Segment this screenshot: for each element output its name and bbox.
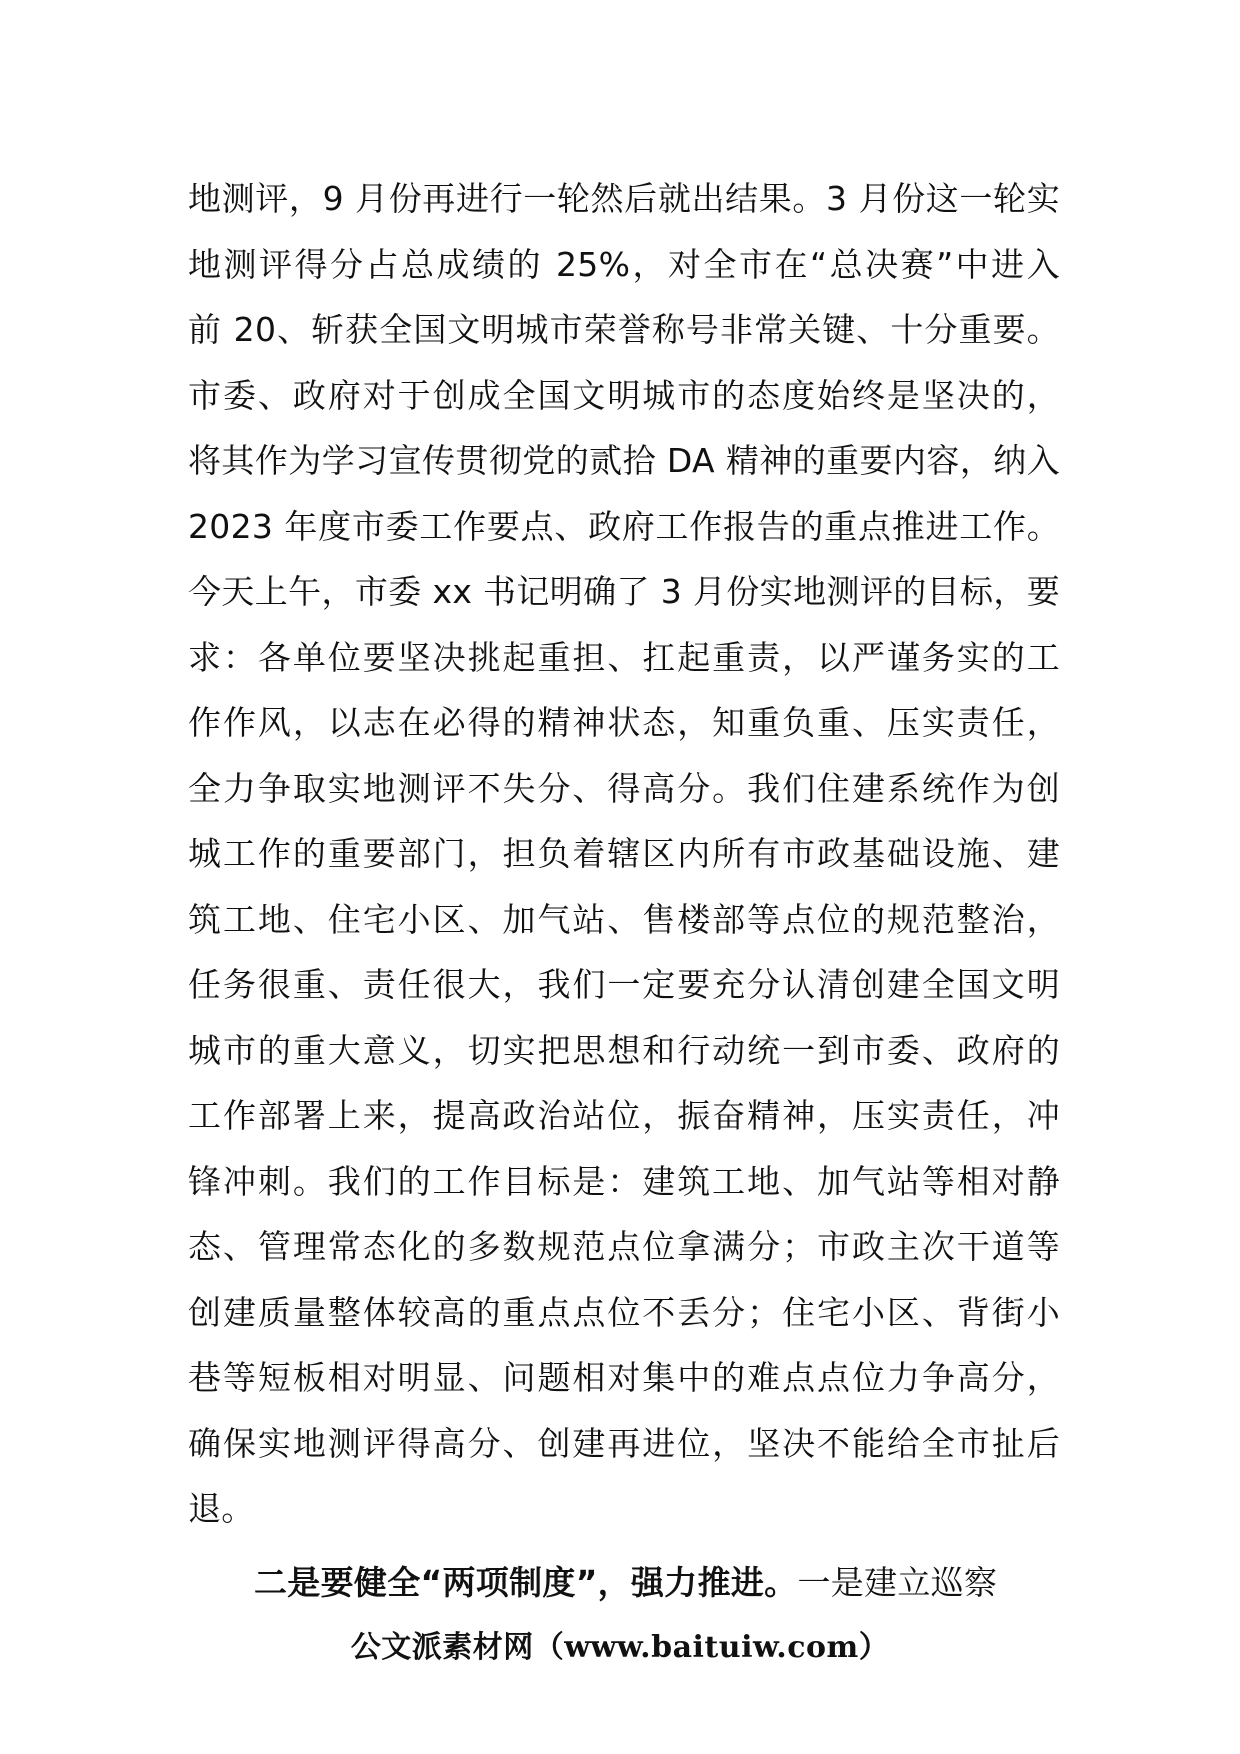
paragraph1-line-10: 全力争取实地测评不失分、得高分。我们住建系统作为创 [188,768,1060,808]
paragraph1-line-15: 工作部署上来，提高政治站位，振奋精神，压实责任，冲 [188,1096,1060,1135]
paragraph1-line-6: 2023 年度市委工作要点、政府工作报告的重点推进工作。 [188,506,1060,546]
paragraph2-text: 一是建立巡察 [797,1562,998,1602]
paragraph1-line-13: 任务很重、责任很大，我们一定要充分认清创建全国文明 [188,965,1060,1004]
paragraph1-line-16: 锋冲刺。我们的工作目标是：建筑工地、加气站等相对静 [188,1161,1060,1201]
paragraph1-line-17: 态、管理常态化的多数规范点位拿满分；市政主次干道等 [188,1227,1060,1266]
paragraph1-line-14: 城市的重大意义，切实把思想和行动统一到市委、政府的 [188,1030,1060,1070]
paragraph1-line-18: 创建质量整体较高的重点点位不丢分；住宅小区、背街小 [188,1292,1060,1332]
document-body [188,166,1060,1615]
paragraph1-line-7: 今天上午，市委 xx 书记明确了 3 月份实地测评的目标，要 [188,572,1060,611]
paragraph1-line-5: 将其作为学习宣传贯彻党的贰拾 DA 精神的重要内容，纳入 [188,441,1060,480]
paragraph1-line-12: 筑工地、住宅小区、加气站、售楼部等点位的规范整治， [188,899,1060,939]
paragraph1-line-9: 作作风，以志在必得的精神状态，知重负重、压实责任， [188,703,1060,742]
paragraph1-line-20: 确保实地测评得高分、创建再进位，坚决不能给全市扯后 [188,1423,1060,1463]
footer-watermark: 公文派素材网（www.baituiw.com） [350,1630,890,1665]
paragraph1-line-3: 前 20、斩获全国文明城市荣誉称号非常关键、十分重要。 [188,310,1060,349]
paragraph1-line-11: 城工作的重要部门，担负着辖区内所有市政基础设施、建 [188,834,1060,873]
paragraph1-line-2: 地测评得分占总成绩的 25%，对全市在“总决赛”中进入 [188,244,1060,284]
paragraph1-line-8: 求：各单位要坚决挑起重担、扛起重责，以严谨务实的工 [188,637,1060,677]
paragraph2-heading: 二是要健全“两项制度”，强力推进。 [254,1562,798,1602]
paragraph1-line-21: 退。 [188,1489,255,1528]
paragraph2 [188,1550,1060,1616]
paragraph1-line-4: 市委、政府对于创成全国文明城市的态度始终是坚决的， [188,375,1060,415]
paragraph1-line-19: 巷等短板相对明显、问题相对集中的难点点位力争高分， [188,1358,1060,1397]
paragraph1-line-1: 地测评，9 月份再进行一轮然后就出结果。3 月份这一轮实 [188,179,1060,218]
